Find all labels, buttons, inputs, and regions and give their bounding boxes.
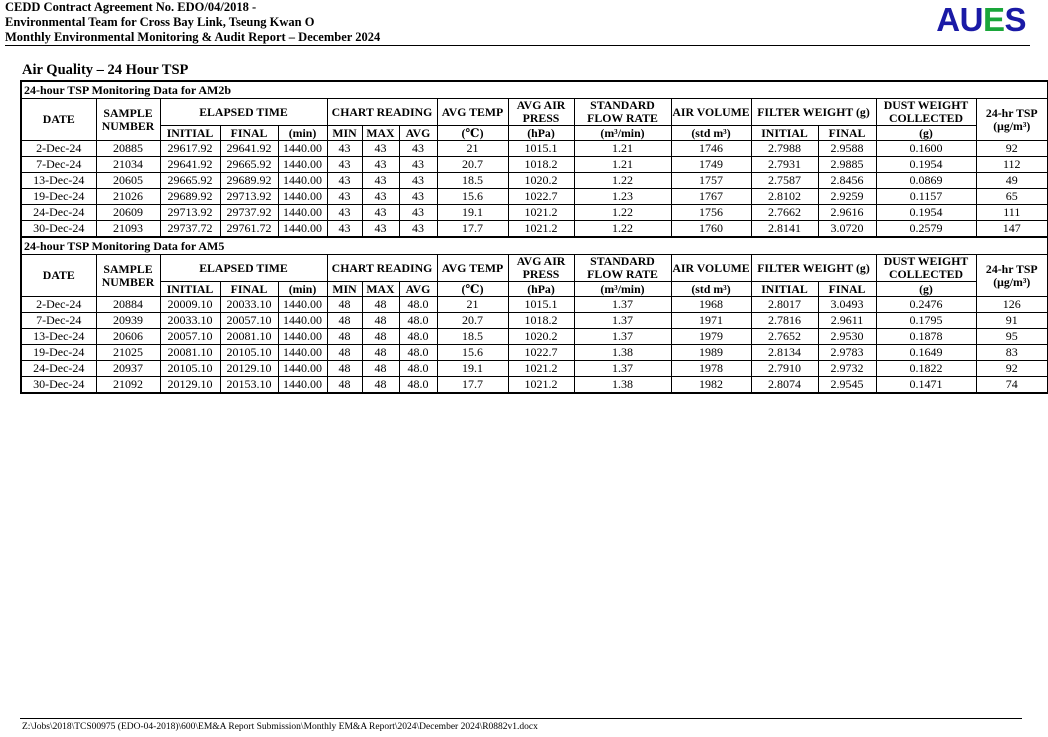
table-cell: 1018.2 (508, 313, 574, 329)
header-divider (5, 45, 1030, 46)
table-cell: 29617.92 (160, 141, 220, 157)
table-cell: 0.1600 (876, 141, 976, 157)
unit-flow: (m³/min) (574, 126, 671, 141)
table-cell: 43 (399, 157, 437, 173)
tsp-tables (20, 80, 1047, 394)
tsp-label: 24-hr TSP (985, 261, 1038, 276)
table-cell: 43 (362, 157, 399, 173)
table-cell: 20009.10 (160, 297, 220, 313)
table-cell: 2.9885 (818, 157, 876, 173)
table-row (21, 157, 1048, 173)
table-cell: 43 (399, 205, 437, 221)
table-caption-row (21, 237, 1048, 255)
table-cell: 20153.10 (220, 377, 278, 394)
table-cell: 1.23 (574, 189, 671, 205)
col-air-volume: AIR VOLUME (671, 99, 751, 126)
table-cell: 29713.92 (220, 189, 278, 205)
col-dust-weight: DUST WEIGHT COLLECTED (876, 255, 976, 282)
table-cell: 1022.7 (508, 345, 574, 361)
table-cell: 1020.2 (508, 173, 574, 189)
table-cell: 29641.92 (220, 141, 278, 157)
table-cell: 1021.2 (508, 221, 574, 238)
table-cell: 24-Dec-24 (21, 361, 96, 377)
sub-max: MAX (362, 126, 399, 141)
table-cell: 2.8134 (751, 345, 818, 361)
col-dust-weight: DUST WEIGHT COLLECTED (876, 99, 976, 126)
col-sample-number: SAMPLE NUMBER (96, 255, 160, 297)
table-cell: 2.7652 (751, 329, 818, 345)
table-cell: 21026 (96, 189, 160, 205)
col-avg-air-press: AVG AIR PRESS (508, 99, 574, 126)
table-cell: 29737.72 (160, 221, 220, 238)
table-cell: 1440.00 (278, 189, 327, 205)
table-cell: 43 (362, 205, 399, 221)
table-cell: 1760 (671, 221, 751, 238)
table-cell: 1982 (671, 377, 751, 394)
col-elapsed-time: ELAPSED TIME (160, 99, 327, 126)
table-cell: 29641.92 (160, 157, 220, 173)
table-cell: 0.1954 (876, 205, 976, 221)
table-cell: 43 (362, 189, 399, 205)
table-cell: 29665.92 (220, 157, 278, 173)
table-cell: 20129.10 (220, 361, 278, 377)
table-cell: 1.21 (574, 141, 671, 157)
table-body (21, 81, 1048, 393)
table-cell: 18.5 (437, 329, 508, 345)
table-cell: 0.1954 (876, 157, 976, 173)
table-cell: 48.0 (399, 313, 437, 329)
col-filter-weight: FILTER WEIGHT (g) (751, 99, 876, 126)
table-cell: 43 (327, 173, 362, 189)
table-cell: 15.6 (437, 189, 508, 205)
table-cell: 74 (976, 377, 1048, 394)
table-cell: 20033.10 (160, 313, 220, 329)
sub-min: MIN (327, 126, 362, 141)
table-caption-row (21, 81, 1048, 99)
table-cell: 29689.92 (220, 173, 278, 189)
table-row (21, 329, 1048, 345)
table-cell: 20606 (96, 329, 160, 345)
table-cell: 126 (976, 297, 1048, 313)
header-row (21, 99, 1048, 126)
table-cell: 29737.92 (220, 205, 278, 221)
table-cell: 1757 (671, 173, 751, 189)
table-cell: 1749 (671, 157, 751, 173)
table-cell: 21 (437, 297, 508, 313)
tsp-unit: (μg/m³) (993, 118, 1031, 133)
unit-press: (hPa) (508, 126, 574, 141)
table-cell: 20081.10 (220, 329, 278, 345)
table-row (21, 297, 1048, 313)
table-cell: 2-Dec-24 (21, 141, 96, 157)
table-cell: 2.9611 (818, 313, 876, 329)
table-cell: 0.1471 (876, 377, 976, 394)
sub-filter-final: FINAL (818, 282, 876, 297)
table-row (21, 173, 1048, 189)
table-cell: 48.0 (399, 377, 437, 394)
table-cell: 1767 (671, 189, 751, 205)
col-standard-flow-rate: STANDARD FLOW RATE (574, 255, 671, 282)
table-cell: 1746 (671, 141, 751, 157)
col-air-volume: AIR VOLUME (671, 255, 751, 282)
table-cell: 2.8141 (751, 221, 818, 238)
table-cell: 1015.1 (508, 141, 574, 157)
table-cell: 1022.7 (508, 189, 574, 205)
table-cell: 2.9545 (818, 377, 876, 394)
table-cell: 1968 (671, 297, 751, 313)
table-cell: 20057.10 (160, 329, 220, 345)
table-cell: 13-Dec-24 (21, 173, 96, 189)
table-cell: 1.22 (574, 173, 671, 189)
table-cell: 1440.00 (278, 157, 327, 173)
table-cell: 48 (362, 345, 399, 361)
table-cell: 1440.00 (278, 361, 327, 377)
table-cell: 48 (327, 313, 362, 329)
table-cell: 0.2476 (876, 297, 976, 313)
table-cell: 1440.00 (278, 345, 327, 361)
table-row (21, 205, 1048, 221)
sub-avg: AVG (399, 282, 437, 297)
table-cell: 24-Dec-24 (21, 205, 96, 221)
table-cell: 20884 (96, 297, 160, 313)
sub-filter-initial: INITIAL (751, 126, 818, 141)
table-cell: 1.37 (574, 329, 671, 345)
table-cell: 112 (976, 157, 1048, 173)
col-avg-temp: AVG TEMP (437, 99, 508, 126)
contract-line: CEDD Contract Agreement No. EDO/04/2018 - (5, 0, 257, 14)
table-cell: 20033.10 (220, 297, 278, 313)
page-header (5, 0, 1030, 46)
table-cell: 20937 (96, 361, 160, 377)
table-cell: 0.1878 (876, 329, 976, 345)
subheader-row (21, 282, 1048, 297)
table-cell: 0.0869 (876, 173, 976, 189)
col-24hr-tsp (976, 255, 1048, 297)
table-cell: 20605 (96, 173, 160, 189)
table-cell: 1.37 (574, 313, 671, 329)
unit-volume: (std m³) (671, 126, 751, 141)
table-cell: 2.7662 (751, 205, 818, 221)
table-cell: 21025 (96, 345, 160, 361)
table-cell: 48 (362, 297, 399, 313)
sub-final: FINAL (220, 126, 278, 141)
table-cell: 147 (976, 221, 1048, 238)
table-cell: 1.21 (574, 157, 671, 173)
unit-press: (hPa) (508, 282, 574, 297)
col-chart-reading: CHART READING (327, 99, 437, 126)
table-cell: 7-Dec-24 (21, 313, 96, 329)
table-cell: 1440.00 (278, 221, 327, 238)
table-cell: 1.22 (574, 205, 671, 221)
table-cell: 2.8456 (818, 173, 876, 189)
table-cell: 21034 (96, 157, 160, 173)
table-cell: 1018.2 (508, 157, 574, 173)
sub-final: FINAL (220, 282, 278, 297)
footer-divider (20, 718, 1022, 719)
table-cell: 91 (976, 313, 1048, 329)
table-cell: 19-Dec-24 (21, 189, 96, 205)
table-cell: 20081.10 (160, 345, 220, 361)
table-cell: 29761.72 (220, 221, 278, 238)
tsp-label: 24-hr TSP (985, 105, 1038, 120)
table-cell: 43 (362, 141, 399, 157)
col-avg-air-press: AVG AIR PRESS (508, 255, 574, 282)
table-cell: 1440.00 (278, 173, 327, 189)
table-cell: 7-Dec-24 (21, 157, 96, 173)
unit-dust: (g) (876, 126, 976, 141)
table-cell: 30-Dec-24 (21, 221, 96, 238)
col-chart-reading: CHART READING (327, 255, 437, 282)
table-cell: 3.0493 (818, 297, 876, 313)
unit-temp: (℃) (437, 126, 508, 141)
table-cell: 83 (976, 345, 1048, 361)
table-cell: 0.2579 (876, 221, 976, 238)
table-cell: 1.22 (574, 221, 671, 238)
table-caption: 24-hour TSP Monitoring Data for AM2b (21, 81, 1048, 99)
table-cell: 1.37 (574, 361, 671, 377)
table-cell: 111 (976, 205, 1048, 221)
table-cell: 48 (327, 297, 362, 313)
table-cell: 1978 (671, 361, 751, 377)
table-cell: 3.0720 (818, 221, 876, 238)
table-cell: 43 (399, 141, 437, 157)
table-cell: 20885 (96, 141, 160, 157)
header-row (21, 255, 1048, 282)
col-date: DATE (21, 255, 96, 297)
sub-filter-initial: INITIAL (751, 282, 818, 297)
table-cell: 20129.10 (160, 377, 220, 394)
subheader-row (21, 126, 1048, 141)
table-cell: 49 (976, 173, 1048, 189)
sub-initial: INITIAL (160, 282, 220, 297)
team-line: Environmental Team for Cross Bay Link, Tseung Kwan O (5, 15, 315, 29)
table-cell: 29713.92 (160, 205, 220, 221)
table-cell: 15.6 (437, 345, 508, 361)
table-cell: 20105.10 (220, 345, 278, 361)
table-cell: 17.7 (437, 377, 508, 394)
table-cell: 1015.1 (508, 297, 574, 313)
table-cell: 48 (362, 361, 399, 377)
table-cell: 1.38 (574, 377, 671, 394)
col-24hr-tsp (976, 99, 1048, 141)
table-cell: 1971 (671, 313, 751, 329)
logo-e: E (982, 1, 1005, 38)
table-cell: 0.1157 (876, 189, 976, 205)
tsp-data-table (20, 80, 1048, 394)
table-cell: 1440.00 (278, 329, 327, 345)
table-cell: 21093 (96, 221, 160, 238)
unit-dust: (g) (876, 282, 976, 297)
table-cell: 0.1822 (876, 361, 976, 377)
table-cell: 20609 (96, 205, 160, 221)
table-cell: 20939 (96, 313, 160, 329)
table-cell: 48 (362, 313, 399, 329)
table-cell: 2.7931 (751, 157, 818, 173)
table-cell: 48 (327, 361, 362, 377)
sub-avg: AVG (399, 126, 437, 141)
table-cell: 1020.2 (508, 329, 574, 345)
table-cell: 1021.2 (508, 377, 574, 394)
table-row (21, 189, 1048, 205)
table-cell: 29665.92 (160, 173, 220, 189)
table-cell: 92 (976, 141, 1048, 157)
table-cell: 18.5 (437, 173, 508, 189)
table-cell: 2.9588 (818, 141, 876, 157)
tsp-unit: (μg/m³) (993, 274, 1031, 289)
table-cell: 20057.10 (220, 313, 278, 329)
table-cell: 2.9259 (818, 189, 876, 205)
table-cell: 0.1795 (876, 313, 976, 329)
table-cell: 2.7587 (751, 173, 818, 189)
table-cell: 48 (362, 329, 399, 345)
sub-min: MIN (327, 282, 362, 297)
file-path-footer: Z:\Jobs\2018\TCS00975 (EDO-04-2018)\600\EM&A Report Submission\Monthly EM&A Report\2024\December 2024\R0882v1.docx (22, 722, 538, 732)
table-row (21, 221, 1048, 238)
table-cell: 20.7 (437, 313, 508, 329)
col-filter-weight: FILTER WEIGHT (g) (751, 255, 876, 282)
table-cell: 1.37 (574, 297, 671, 313)
col-standard-flow-rate: STANDARD FLOW RATE (574, 99, 671, 126)
table-cell: 2.9732 (818, 361, 876, 377)
table-cell: 2-Dec-24 (21, 297, 96, 313)
table-cell: 43 (327, 205, 362, 221)
table-cell: 2.7988 (751, 141, 818, 157)
table-cell: 43 (327, 221, 362, 238)
table-cell: 1989 (671, 345, 751, 361)
table-cell: 43 (399, 221, 437, 238)
table-cell: 21092 (96, 377, 160, 394)
table-cell: 2.8102 (751, 189, 818, 205)
table-cell: 48.0 (399, 297, 437, 313)
table-row (21, 377, 1048, 394)
table-cell: 1440.00 (278, 297, 327, 313)
table-cell: 1021.2 (508, 361, 574, 377)
unit-temp: (℃) (437, 282, 508, 297)
table-row (21, 361, 1048, 377)
col-sample-number: SAMPLE NUMBER (96, 99, 160, 141)
sub-min-unit: (min) (278, 282, 327, 297)
table-cell: 48.0 (399, 345, 437, 361)
table-cell: 48 (327, 377, 362, 394)
table-cell: 13-Dec-24 (21, 329, 96, 345)
table-cell: 1440.00 (278, 313, 327, 329)
col-date: DATE (21, 99, 96, 141)
table-cell: 29689.92 (160, 189, 220, 205)
table-cell: 2.9616 (818, 205, 876, 221)
table-cell: 2.8017 (751, 297, 818, 313)
table-caption: 24-hour TSP Monitoring Data for AM5 (21, 237, 1048, 255)
sub-filter-final: FINAL (818, 126, 876, 141)
table-row (21, 345, 1048, 361)
table-cell: 43 (399, 173, 437, 189)
logo-s: S (1004, 1, 1026, 38)
table-cell: 20105.10 (160, 361, 220, 377)
table-cell: 1440.00 (278, 205, 327, 221)
col-avg-temp: AVG TEMP (437, 255, 508, 282)
table-cell: 2.7816 (751, 313, 818, 329)
table-cell: 43 (327, 157, 362, 173)
table-cell: 43 (362, 173, 399, 189)
table-cell: 1756 (671, 205, 751, 221)
col-elapsed-time: ELAPSED TIME (160, 255, 327, 282)
table-cell: 48 (362, 377, 399, 394)
table-cell: 19-Dec-24 (21, 345, 96, 361)
section-title: Air Quality – 24 Hour TSP (22, 62, 189, 78)
table-cell: 1979 (671, 329, 751, 345)
table-cell: 48.0 (399, 361, 437, 377)
table-cell: 1021.2 (508, 205, 574, 221)
aues-logo (936, 2, 1026, 38)
header-text (5, 0, 380, 45)
table-cell: 2.8074 (751, 377, 818, 394)
table-cell: 48.0 (399, 329, 437, 345)
table-cell: 43 (399, 189, 437, 205)
table-cell: 17.7 (437, 221, 508, 238)
table-cell: 2.9783 (818, 345, 876, 361)
table-cell: 30-Dec-24 (21, 377, 96, 394)
table-cell: 2.7910 (751, 361, 818, 377)
table-cell: 43 (327, 141, 362, 157)
sub-max: MAX (362, 282, 399, 297)
table-cell: 21 (437, 141, 508, 157)
table-cell: 1440.00 (278, 141, 327, 157)
table-row (21, 141, 1048, 157)
table-cell: 19.1 (437, 205, 508, 221)
unit-flow: (m³/min) (574, 282, 671, 297)
table-cell: 48 (327, 345, 362, 361)
table-cell: 2.9530 (818, 329, 876, 345)
logo-au: AU (936, 1, 983, 38)
unit-volume: (std m³) (671, 282, 751, 297)
table-cell: 20.7 (437, 157, 508, 173)
table-cell: 0.1649 (876, 345, 976, 361)
sub-initial: INITIAL (160, 126, 220, 141)
report-line: Monthly Environmental Monitoring & Audit Report – December 2024 (5, 30, 381, 44)
table-cell: 95 (976, 329, 1048, 345)
sub-min-unit: (min) (278, 126, 327, 141)
table-cell: 19.1 (437, 361, 508, 377)
table-cell: 92 (976, 361, 1048, 377)
table-cell: 43 (362, 221, 399, 238)
table-cell: 1440.00 (278, 377, 327, 394)
table-cell: 48 (327, 329, 362, 345)
table-cell: 43 (327, 189, 362, 205)
table-cell: 65 (976, 189, 1048, 205)
table-row (21, 313, 1048, 329)
table-cell: 1.38 (574, 345, 671, 361)
